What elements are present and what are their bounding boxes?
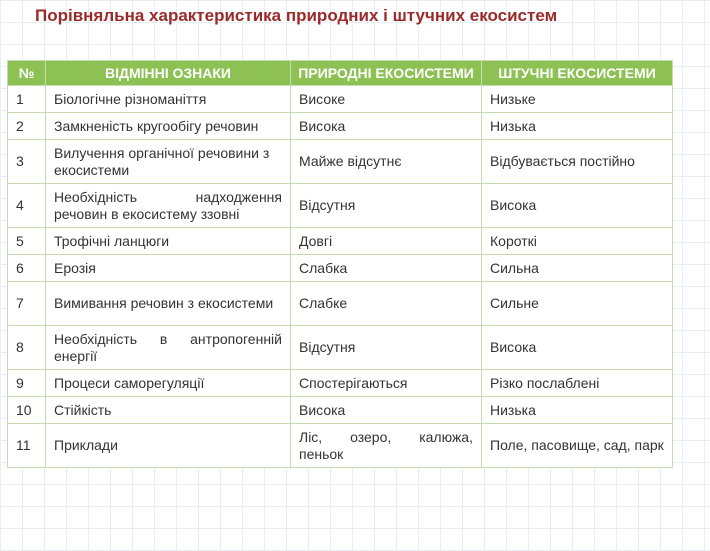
natural-cell: Висока xyxy=(291,397,482,424)
artificial-cell: Низьке xyxy=(482,86,673,113)
natural-cell: Майже відсутнє xyxy=(291,140,482,184)
table-row xyxy=(8,184,673,228)
row-number: 2 xyxy=(8,113,46,140)
natural-cell: Слабка xyxy=(291,255,482,282)
natural-cell: Довгі xyxy=(291,228,482,255)
row-number: 3 xyxy=(8,140,46,184)
artificial-cell: Короткі xyxy=(482,228,673,255)
table-row xyxy=(8,255,673,282)
feature-cell: Необхідність в антропогенній енергії xyxy=(46,326,291,370)
feature-cell: Біологічне різноманіття xyxy=(46,86,291,113)
table-row xyxy=(8,397,673,424)
table-row xyxy=(8,282,673,326)
artificial-cell: Висока xyxy=(482,326,673,370)
natural-cell: Спостерігаються xyxy=(291,370,482,397)
page-title: Порівняльна характеристика природних і штучних екосистем xyxy=(35,6,558,25)
header-natural: ПРИРОДНІ ЕКОСИСТЕМИ xyxy=(291,61,482,86)
feature-cell: Трофічні ланцюги xyxy=(46,228,291,255)
natural-cell: Відсутня xyxy=(291,184,482,228)
table-row xyxy=(8,370,673,397)
table-row xyxy=(8,326,673,370)
artificial-cell: Сильна xyxy=(482,255,673,282)
row-number: 10 xyxy=(8,397,46,424)
feature-cell: Вилучення органічної речовини з екосистеми xyxy=(46,140,291,184)
row-number: 6 xyxy=(8,255,46,282)
header-features: ВІДМІННІ ОЗНАКИ xyxy=(46,61,291,86)
row-number: 11 xyxy=(8,424,46,468)
row-number: 1 xyxy=(8,86,46,113)
feature-cell: Необхідність надходження речовин в екосистему ззовні xyxy=(46,184,291,228)
artificial-cell: Низька xyxy=(482,397,673,424)
row-number: 7 xyxy=(8,282,46,326)
feature-cell: Стійкість xyxy=(46,397,291,424)
artificial-cell: Низька xyxy=(482,113,673,140)
natural-cell: Висока xyxy=(291,113,482,140)
natural-cell: Ліс, озеро, калюжа, пеньок xyxy=(291,424,482,468)
artificial-cell: Сильне xyxy=(482,282,673,326)
row-number: 5 xyxy=(8,228,46,255)
natural-cell: Високе xyxy=(291,86,482,113)
row-number: 8 xyxy=(8,326,46,370)
row-number: 9 xyxy=(8,370,46,397)
feature-cell: Ерозія xyxy=(46,255,291,282)
comparison-table xyxy=(7,60,673,468)
table-header-row xyxy=(8,61,673,86)
row-number: 4 xyxy=(8,184,46,228)
natural-cell: Слабке xyxy=(291,282,482,326)
artificial-cell: Різко послаблені xyxy=(482,370,673,397)
table-row xyxy=(8,424,673,468)
feature-cell: Приклади xyxy=(46,424,291,468)
artificial-cell: Відбувається постійно xyxy=(482,140,673,184)
table-row xyxy=(8,86,673,113)
table-row xyxy=(8,113,673,140)
feature-cell: Замкненість кругообігу речовин xyxy=(46,113,291,140)
artificial-cell: Висока xyxy=(482,184,673,228)
natural-cell: Відсутня xyxy=(291,326,482,370)
feature-cell: Процеси саморегуляції xyxy=(46,370,291,397)
header-number: № xyxy=(8,61,46,86)
header-artificial: ШТУЧНІ ЕКОСИСТЕМИ xyxy=(482,61,673,86)
table-row xyxy=(8,228,673,255)
table-row xyxy=(8,140,673,184)
artificial-cell: Поле, пасовище, сад, парк xyxy=(482,424,673,468)
feature-cell: Вимивання речовин з екосистеми xyxy=(46,282,291,326)
